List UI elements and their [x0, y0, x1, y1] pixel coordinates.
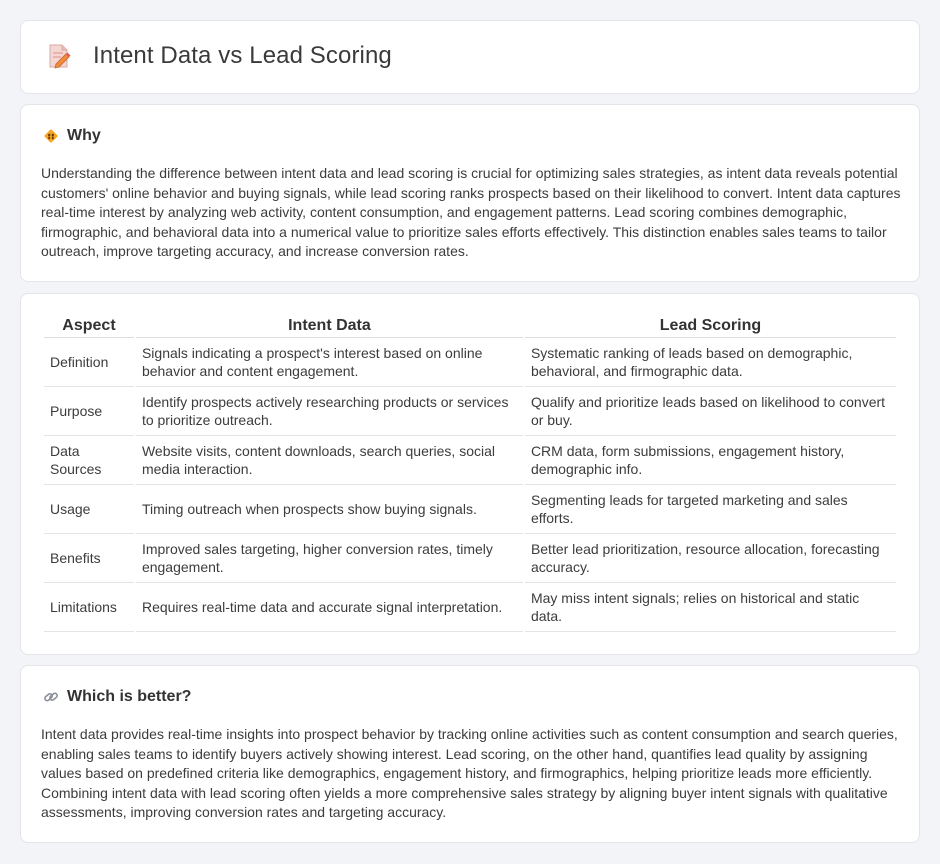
- aspect-cell: Definition: [44, 338, 134, 387]
- table-header-row: [44, 316, 896, 338]
- header-card: [20, 20, 920, 94]
- why-title: Why: [67, 127, 101, 144]
- lead-cell: Better lead prioritization, resource allocation, forecasting accuracy.: [525, 534, 896, 583]
- page-title: Intent Data vs Lead Scoring: [93, 42, 392, 69]
- table-row: [44, 485, 896, 534]
- why-heading: [43, 127, 101, 145]
- lead-cell: Qualify and prioritize leads based on likelihood to convert or buy.: [525, 387, 896, 436]
- intent-cell: Timing outreach when prospects show buying signals.: [136, 485, 523, 534]
- which-is-better-card: [20, 665, 920, 843]
- header-intent-data: Intent Data: [136, 316, 523, 338]
- why-card: [20, 104, 920, 282]
- why-text: Understanding the difference between intent data and lead scoring is crucial for optimizing sales strategies, as intent data reveals potential customers' online behavior and buying signals, while lead scoring ranks prospects based on their likelihood to convert. Intent data captures real-time interest by analyzing web activity, content consumption, and engagement patterns. Lead scoring combines demographic, firmographic, and behavioral data into a numerical value to prioritize sales efforts effectively. This distinction enables sales teams to tailor outreach, improve targeting accuracy, and increase conversion rates.: [41, 165, 901, 260]
- intent-cell: Improved sales targeting, higher conversion rates, timely engagement.: [136, 534, 523, 583]
- table-row: [44, 534, 896, 583]
- aspect-cell: Data Sources: [44, 436, 134, 485]
- diamond-people-icon: [43, 128, 59, 144]
- table-row: [44, 436, 896, 485]
- link-icon: [43, 689, 59, 705]
- intent-cell: Requires real-time data and accurate signal interpretation.: [136, 583, 523, 632]
- page-header: [45, 42, 392, 70]
- header-lead-scoring: Lead Scoring: [525, 316, 896, 338]
- better-heading: [43, 688, 191, 706]
- table-row: [44, 387, 896, 436]
- header-aspect: Aspect: [44, 316, 134, 338]
- document-pencil-icon: [45, 42, 73, 70]
- aspect-cell: Limitations: [44, 583, 134, 632]
- lead-cell: Segmenting leads for targeted marketing and sales efforts.: [525, 485, 896, 534]
- lead-cell: CRM data, form submissions, engagement history, demographic info.: [525, 436, 896, 485]
- comparison-table: [42, 316, 898, 632]
- lead-cell: May miss intent signals; relies on historical and static data.: [525, 583, 896, 632]
- aspect-cell: Usage: [44, 485, 134, 534]
- table-row: [44, 583, 896, 632]
- intent-cell: Signals indicating a prospect's interest based on online behavior and content engagement.: [136, 338, 523, 387]
- aspect-cell: Benefits: [44, 534, 134, 583]
- aspect-cell: Purpose: [44, 387, 134, 436]
- table-row: [44, 338, 896, 387]
- better-title: Which is better?: [67, 688, 192, 705]
- intent-cell: Website visits, content downloads, search queries, social media interaction.: [136, 436, 523, 485]
- intent-cell: Identify prospects actively researching products or services to prioritize outreach.: [136, 387, 523, 436]
- comparison-card: [20, 293, 920, 655]
- lead-cell: Systematic ranking of leads based on demographic, behavioral, and firmographic data.: [525, 338, 896, 387]
- better-text: Intent data provides real-time insights into prospect behavior by tracking online activities such as content consumption and search queries, enabling sales teams to identify buyers actively showing interest. Lead scoring, on the other hand, quantifies lead quality by assigning values based on predefined criteria like demographics, engagement history, and firmographics, helping prioritize leads more efficiently. Combining intent data with lead scoring often yields a more comprehensive sales strategy by aligning buyer intent signals with qualitative assessments, improving conversion rates and targeting accuracy.: [41, 726, 898, 821]
